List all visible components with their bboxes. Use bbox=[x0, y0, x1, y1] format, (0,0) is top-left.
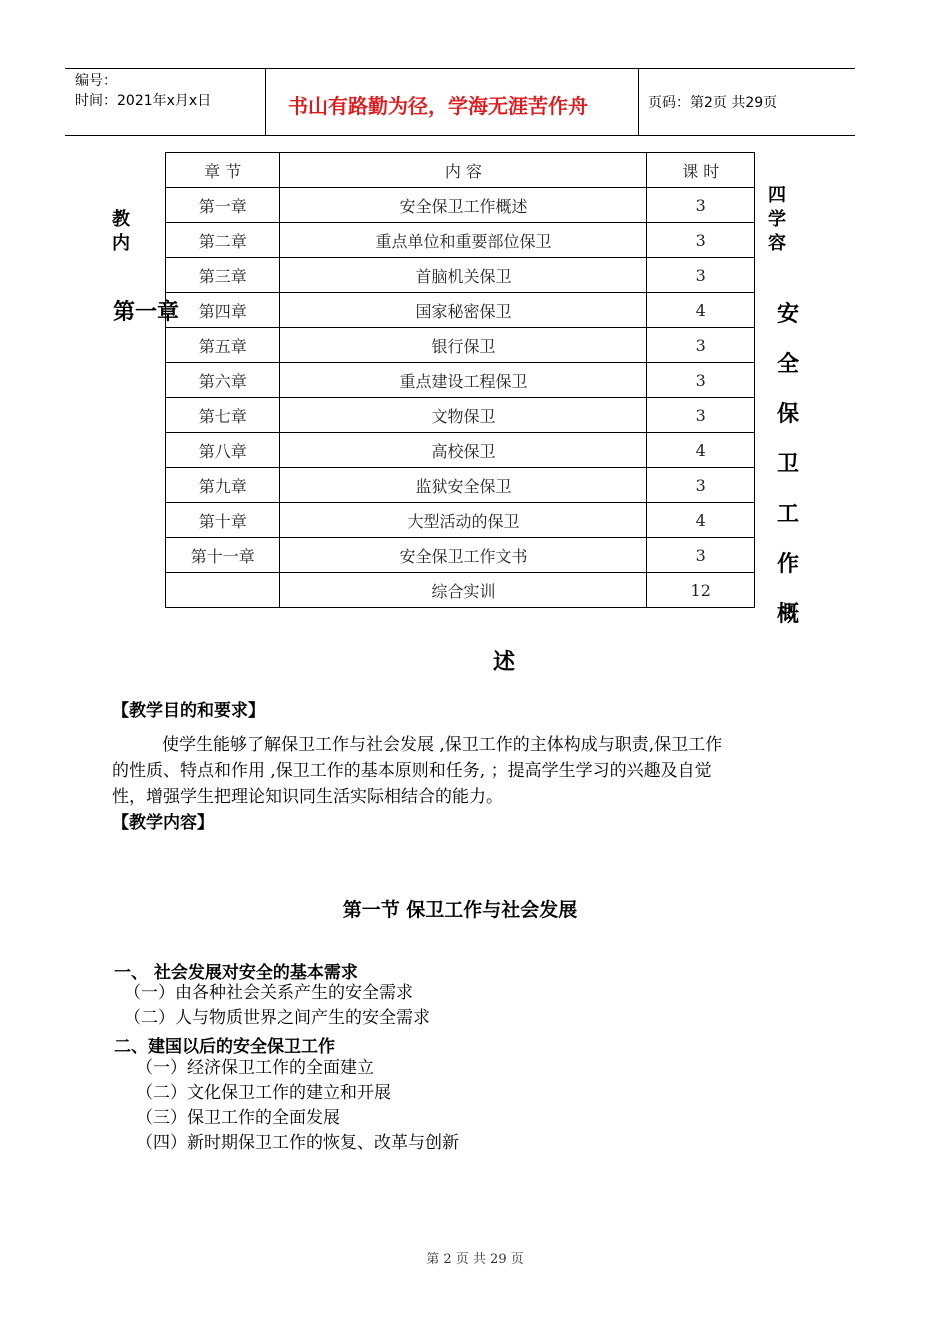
table-cell-content: 银行保卫 bbox=[280, 328, 647, 363]
table-cell-chapter: 第七章 bbox=[166, 398, 280, 433]
table-row bbox=[166, 223, 755, 258]
table-row bbox=[166, 328, 755, 363]
side-label-left bbox=[112, 208, 130, 256]
table-row bbox=[166, 503, 755, 538]
content-heading: 【教学内容】 bbox=[112, 813, 214, 833]
side-label-char: 容 bbox=[768, 233, 786, 254]
table-cell-content: 监狱安全保卫 bbox=[280, 468, 647, 503]
table-row bbox=[166, 258, 755, 293]
table-cell-hours: 3 bbox=[647, 258, 755, 293]
table-cell-chapter: 第八章 bbox=[166, 433, 280, 468]
side-label-char: 内 bbox=[112, 233, 130, 254]
table-header-chapter: 章 节 bbox=[166, 153, 280, 188]
table-cell-content: 重点建设工程保卫 bbox=[280, 363, 647, 398]
page-indicator: 页码：第2页 共29页 bbox=[648, 95, 778, 111]
table-cell-hours: 3 bbox=[647, 223, 755, 258]
table-cell-hours: 3 bbox=[647, 398, 755, 433]
page-footer: 第 2 页 共 29 页 bbox=[426, 1252, 524, 1267]
table-row bbox=[166, 573, 755, 608]
table-row bbox=[166, 293, 755, 328]
table-cell-content: 首脑机关保卫 bbox=[280, 258, 647, 293]
chapter-title-char: 保 bbox=[777, 402, 800, 427]
objectives-line: 使学生能够了解保卫工作与社会发展 ,保卫工作的主体构成与职责,保卫工作 bbox=[162, 735, 723, 755]
chapter-title-last-char: 述 bbox=[493, 650, 516, 675]
outline-heading-1: 一、 社会发展对安全的基本需求 bbox=[114, 963, 358, 983]
table-cell-hours: 3 bbox=[647, 328, 755, 363]
side-label-right bbox=[768, 184, 786, 256]
table-cell-hours: 4 bbox=[647, 293, 755, 328]
table-row bbox=[166, 468, 755, 503]
table-cell-hours: 3 bbox=[647, 363, 755, 398]
table-cell-chapter: 第二章 bbox=[166, 223, 280, 258]
table-cell-chapter: 第三章 bbox=[166, 258, 280, 293]
table-cell-content: 文物保卫 bbox=[280, 398, 647, 433]
table-cell-hours: 4 bbox=[647, 433, 755, 468]
document-time-label: 时间：2021年x月x日 bbox=[75, 93, 212, 109]
table-cell-chapter: 第五章 bbox=[166, 328, 280, 363]
header-motto: 书山有路勤为径，学海无涯苦作舟 bbox=[288, 94, 588, 118]
chapter-title-char: 全 bbox=[777, 352, 800, 377]
table-cell-content: 国家秘密保卫 bbox=[280, 293, 647, 328]
table-header-row bbox=[166, 153, 755, 188]
chapter-title-char: 概 bbox=[777, 602, 800, 627]
table-cell-chapter: 第十一章 bbox=[166, 538, 280, 573]
chapter-title-vertical bbox=[777, 290, 799, 640]
table-row bbox=[166, 363, 755, 398]
outline-item: （二）文化保卫工作的建立和开展 bbox=[136, 1083, 391, 1103]
table-cell-content: 大型活动的保卫 bbox=[280, 503, 647, 538]
side-label-char: 学 bbox=[768, 209, 786, 230]
table-header-content: 内 容 bbox=[280, 153, 647, 188]
chapter-title-char: 工 bbox=[777, 502, 800, 527]
header-top-rule bbox=[65, 68, 855, 69]
table-header-hours: 课 时 bbox=[647, 153, 755, 188]
table-cell-hours: 3 bbox=[647, 188, 755, 223]
course-table bbox=[165, 152, 755, 608]
table-cell-chapter: 第六章 bbox=[166, 363, 280, 398]
chapter-title-char: 安 bbox=[777, 302, 800, 327]
table-cell-chapter: 第十章 bbox=[166, 503, 280, 538]
outline-item: （一）由各种社会关系产生的安全需求 bbox=[124, 983, 413, 1003]
table-cell-content: 重点单位和重要部位保卫 bbox=[280, 223, 647, 258]
table-cell-content: 安全保卫工作概述 bbox=[280, 188, 647, 223]
outline-item: （三）保卫工作的全面发展 bbox=[136, 1108, 340, 1128]
objectives-heading: 【教学目的和要求】 bbox=[112, 701, 265, 721]
table-cell-content: 高校保卫 bbox=[280, 433, 647, 468]
table-cell-hours: 3 bbox=[647, 538, 755, 573]
table-cell-hours: 12 bbox=[647, 573, 755, 608]
header-bottom-rule bbox=[65, 135, 855, 136]
table-row bbox=[166, 538, 755, 573]
chapter-title-char: 作 bbox=[777, 552, 800, 577]
table-cell-content: 综合实训 bbox=[280, 573, 647, 608]
outline-item: （二）人与物质世界之间产生的安全需求 bbox=[124, 1008, 430, 1028]
table-cell-chapter: 第一章 bbox=[166, 188, 280, 223]
outline-item: （一）经济保卫工作的全面建立 bbox=[136, 1058, 374, 1078]
table-row bbox=[166, 398, 755, 433]
side-label-char: 教 bbox=[112, 209, 130, 230]
chapter-title-left: 第一章 bbox=[113, 300, 180, 325]
outline-item: （四）新时期保卫工作的恢复、改革与创新 bbox=[136, 1133, 459, 1153]
table-cell-chapter: 第四章 bbox=[166, 293, 280, 328]
objectives-line: 性，增强学生把理论知识同生活实际相结合的能力。 bbox=[112, 787, 503, 807]
table-row bbox=[166, 188, 755, 223]
table-cell-content: 安全保卫工作文书 bbox=[280, 538, 647, 573]
table-cell-chapter bbox=[166, 573, 280, 608]
objectives-line: 的性质、特点和作用 ,保卫工作的基本原则和任务, ；提高学生学习的兴趣及自觉 bbox=[112, 761, 712, 781]
section-title: 第一节 保卫工作与社会发展 bbox=[342, 899, 578, 921]
table-cell-hours: 4 bbox=[647, 503, 755, 538]
chapter-title-char: 卫 bbox=[777, 452, 800, 477]
document-number-label: 编号： bbox=[75, 73, 117, 89]
table-row bbox=[166, 433, 755, 468]
outline-heading-2: 二、建国以后的安全保卫工作 bbox=[114, 1037, 335, 1057]
header-divider bbox=[638, 68, 639, 136]
table-cell-hours: 3 bbox=[647, 468, 755, 503]
table-cell-chapter: 第九章 bbox=[166, 468, 280, 503]
header-divider bbox=[265, 68, 266, 136]
side-label-char: 四 bbox=[768, 185, 786, 206]
